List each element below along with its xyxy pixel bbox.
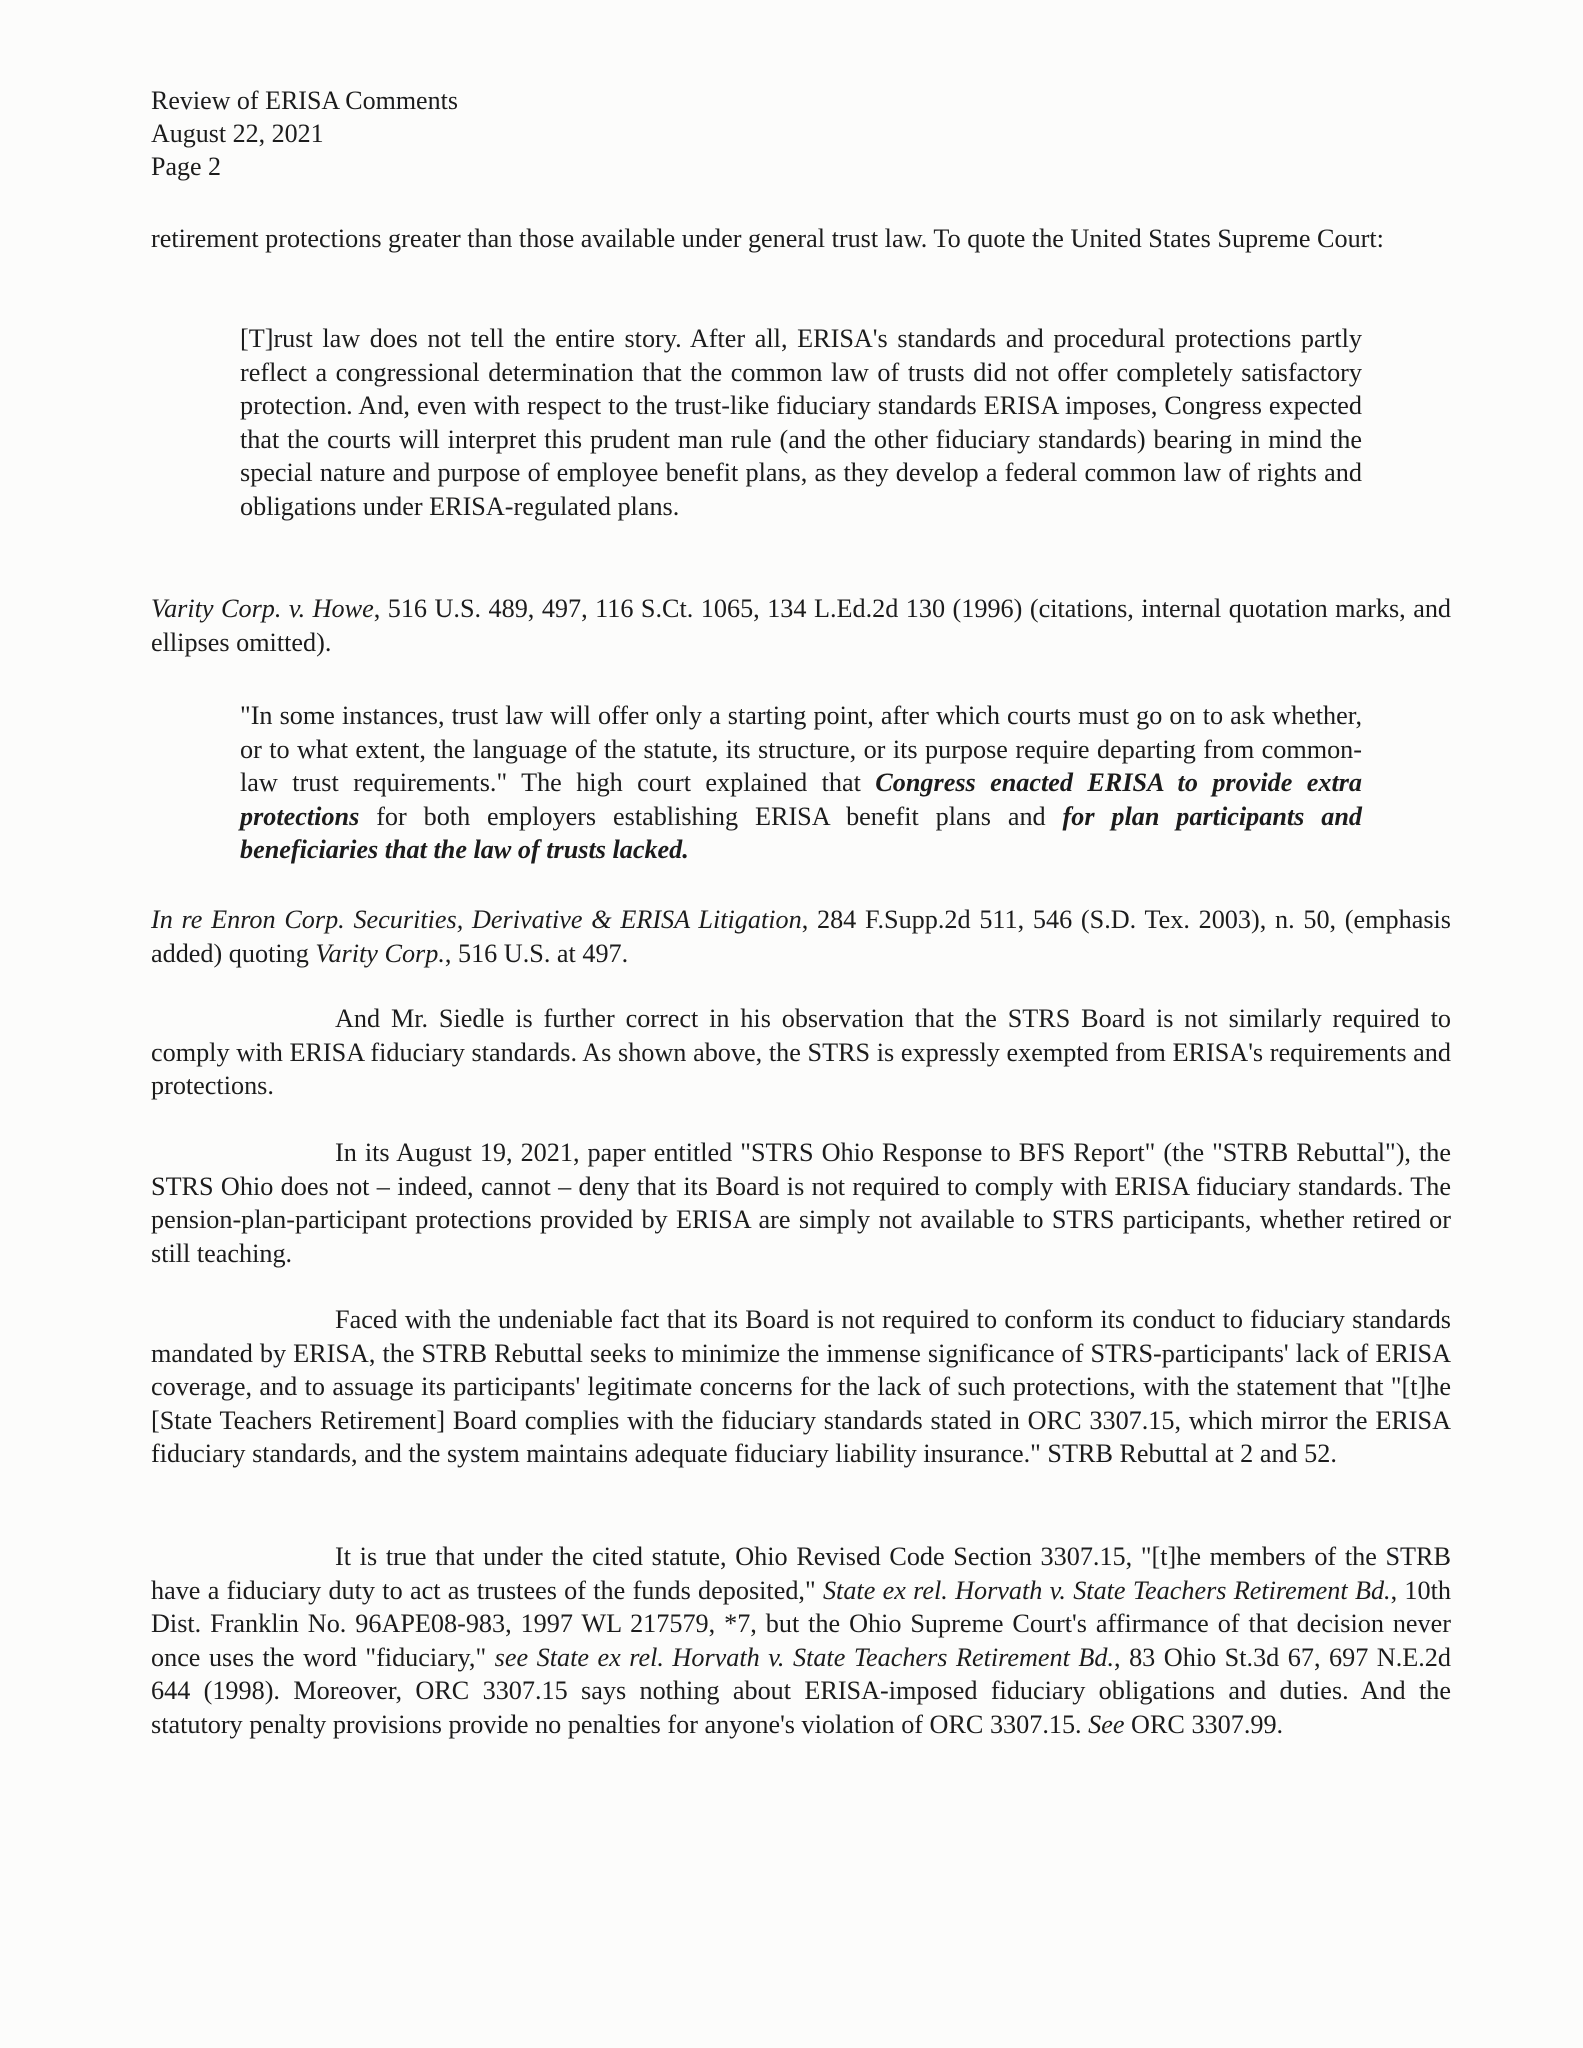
case-name: Varity Corp. v. Howe (151, 594, 374, 623)
paragraph-strb-rebuttal: In its August 19, 2021, paper entitled "STRS Ohio Response to BFS Report" (the "STRB Rebuttal"), the STRS Ohio does not – indeed, cannot – deny that its Board is not required to comply with ERISA fiduciary standards. The pension-plan-participant protections provided by ERISA are simply not available to STRS participants, whether retired or still teaching. (151, 1138, 1451, 1268)
paragraph-text: , 83 Ohio St.3d 67, 697 N.E.2d 644 (1998). Moreover, ORC 3307.15 says nothing about ERISA-imposed fiduciary obligations and duties. And the statutory penalty provisions provide no penalties for anyone's violation of ORC 3307.15. (151, 1642, 1451, 1739)
citation-text: , 516 U.S. 489, 497, 116 S.Ct. 1065, 134 L.Ed.2d 130 (1996) (citations, internal quotation marks, and ellipses omitted). (151, 594, 1452, 657)
header-page-number: Page 2 (151, 152, 222, 181)
signal-word: See (1088, 1709, 1125, 1739)
citation-text: , 284 F.Supp.2d 511, 546 (S.D. Tex. 2003), n. 50, (emphasis added) quoting (151, 905, 1451, 968)
citation-enron (151, 903, 1451, 970)
case-name: see State ex rel. Horvath v. State Teachers Retirement Bd. (494, 1642, 1115, 1672)
paragraph-text: , 10th Dist. Franklin No. 96APE08-983, 1997 WL 217579, *7, but the Ohio Supreme Court's affirmance of that decision never once uses the word "fiduciary," (151, 1575, 1451, 1672)
citation-text: , 516 U.S. at 497. (444, 938, 629, 968)
quote-text: . (682, 835, 689, 864)
case-name: Varity Corp. (315, 938, 445, 968)
block-quote-enron (240, 699, 1362, 867)
paragraph-text: ORC 3307.99. (1124, 1709, 1284, 1739)
quote-text: "In some instances, trust law will offer only a starting point, after which courts must go on to ask whether, or to what extent, the language of the statute, its structure, or its purpose require departing from common-law trust requirements." The high court explained that (240, 701, 1362, 797)
block-quote-varity: [T]rust law does not tell the entire story. After all, ERISA's standards and procedural protections partly reflect a congressional determination that the common law of trusts did not offer completely satisfactory protection. And, even with respect to the trust-like fiduciary standards ERISA imposes, Congress expected that the courts will interpret this prudent man rule (and the other fiduciary standards) bearing in mind the special nature and purpose of employee benefit plans, as they develop a federal common law of rights and obligations under ERISA-regulated plans. (240, 324, 1362, 521)
paragraph-orc-3307 (151, 1540, 1451, 1741)
citation-varity (151, 592, 1451, 659)
letter-header (151, 84, 458, 183)
paragraph-siedle: And Mr. Siedle is further correct in his observation that the STRS Board is not similarly required to comply with ERISA fiduciary standards. As shown above, the STRS is expressly exempted from ERISA's requirements and protections. (151, 1004, 1451, 1100)
case-name: State ex rel. Horvath v. State Teachers Retirement Bd. (822, 1575, 1391, 1605)
paragraph-fiduciary-standards: Faced with the undeniable fact that its Board is not required to conform its conduct to fiduciary standards mandated by ERISA, the STRB Rebuttal seeks to minimize the immense significance of STRS-participants' lack of ERISA coverage, and to assuage its participants' legitimate concerns for the lack of such protections, with the statement that "[t]he [State Teachers Retirement] Board complies with the fiduciary standards stated in ORC 3307.15, which mirror the ERISA fiduciary standards, and the system maintains adequate fiduciary liability insurance." STRB Rebuttal at 2 and 52. (151, 1305, 1451, 1468)
case-name: In re Enron Corp. Securities, Derivative & ERISA Litigation (151, 905, 802, 934)
quote-text: for both employers establishing ERISA benefit plans and (359, 801, 1063, 831)
emphasis-text: for plan participants and beneficiaries that the law of trusts lacked (240, 801, 1362, 864)
paragraph-intro: retirement protections greater than those available under general trust law. To quote the United States Supreme Court: (151, 224, 1384, 253)
emphasis-text: Congress enacted ERISA to provide extra protections (240, 768, 1363, 831)
header-title: Review of ERISA Comments (151, 86, 458, 115)
header-date: August 22, 2021 (151, 119, 324, 148)
paragraph-text: It is true that under the cited statute, Ohio Revised Code Section 3307.15, "[t]he members of the STRB have a fiduciary duty to act as trustees of the funds deposited," (151, 1542, 1451, 1605)
